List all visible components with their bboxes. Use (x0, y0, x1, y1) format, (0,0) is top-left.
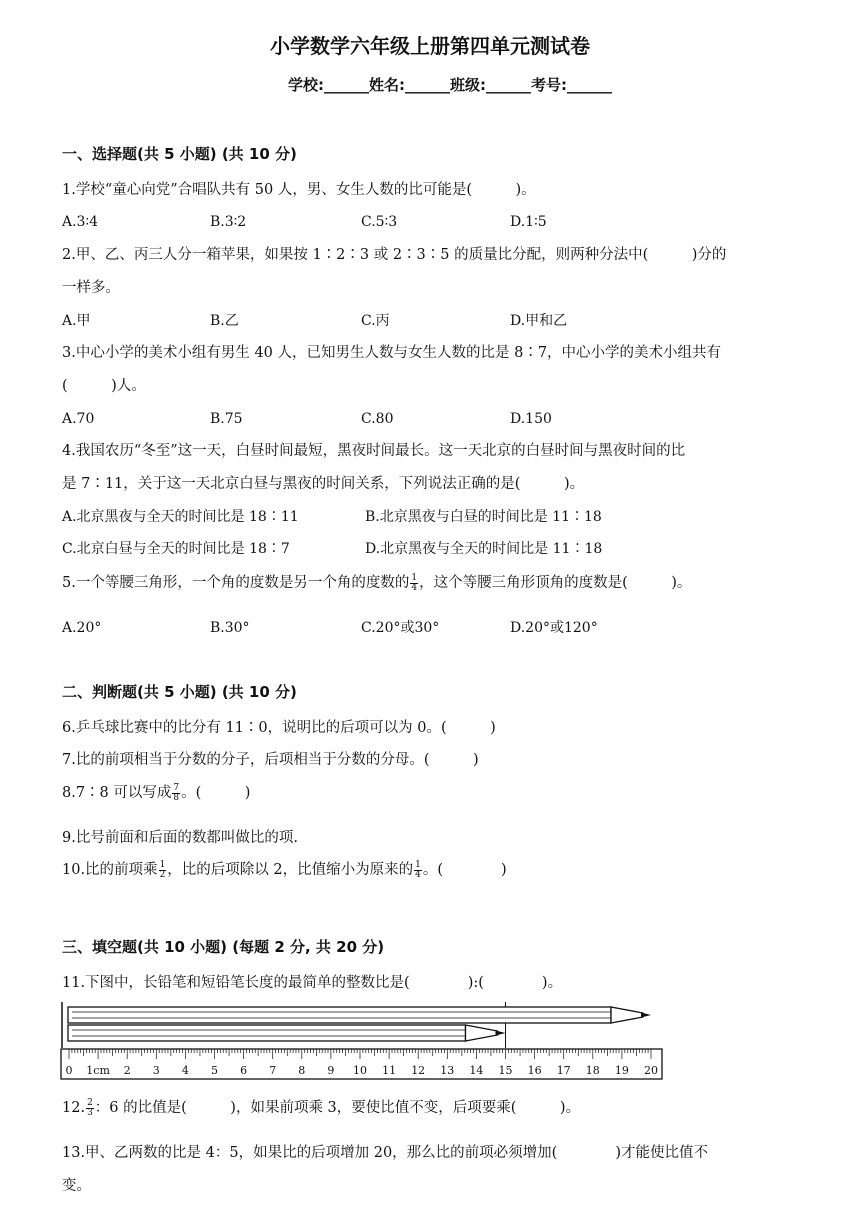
short-pencil-body (68, 1025, 466, 1041)
q12-text: ：6 的比值是( )，如果前项乘 3，要使比值不变，后项要乘( )。 (94, 1100, 581, 1116)
ruler-label: 17 (556, 1064, 571, 1077)
ruler-label: 4 (181, 1064, 189, 1077)
q10-text-a: 10.比的前项乘 (62, 862, 158, 878)
ruler-label: 16 (527, 1064, 542, 1077)
q10-frac1-numerator: 1 (159, 859, 166, 870)
question-10 (62, 860, 507, 880)
student-info-line: 学校:______姓名:______班级:______考号:______ (288, 76, 612, 94)
q5-text-a: 5.一个等腰三角形，一个角的度数是另一个角的度数的 (62, 575, 410, 591)
question-2-line-2: 一样多。 (62, 280, 120, 296)
question-3-line-2: ( )人。 (62, 378, 146, 394)
q3-option-c: C.80 (361, 411, 394, 427)
q1-option-d: D.1∶5 (510, 214, 547, 230)
q5-fraction (410, 574, 418, 593)
ruler-label: 10 (353, 1064, 367, 1077)
ruler-label: 12 (411, 1064, 426, 1077)
q3-option-a: A.70 (62, 411, 95, 427)
long-pencil (68, 1007, 651, 1023)
q10-text-b: ，比的后项除以 2，比值缩小为原来的 (167, 862, 414, 878)
question-6: 6.乒乓球比赛中的比分有 11∶0，说明比的后项可以为 0。( ) (62, 720, 496, 736)
ruler (61, 1049, 662, 1079)
question-5 (62, 573, 691, 593)
ruler-label: 6 (240, 1064, 248, 1077)
q10-frac2-numerator: 1 (415, 859, 421, 870)
question-1: 1.学校“童心向党”合唱队共有 50 人，男、女生人数的比可能是( )。 (62, 182, 536, 198)
q8-frac-denominator: 8 (173, 792, 180, 803)
question-11: 11.下图中，长铅笔和短铅笔长度的最简单的整数比是( ):( )。 (62, 975, 563, 991)
q5-frac-numerator: 1 (411, 572, 418, 583)
q3-option-b: B.75 (210, 411, 243, 427)
ruler-label: 3 (152, 1064, 160, 1077)
q8-text-a: 8.7∶8 可以写成 (62, 785, 172, 801)
ruler-label: 13 (440, 1064, 455, 1077)
q12-frac-denominator: 3 (87, 1107, 93, 1118)
question-13-line-2: 变。 (62, 1178, 91, 1194)
ruler-label: 14 (469, 1064, 484, 1077)
short-pencil-tip (466, 1025, 498, 1041)
q1-option-b: B.3∶2 (210, 214, 247, 230)
q10-fraction-1 (159, 861, 167, 880)
section-judge-heading: 二、判断题(共 5 小题) (共 10 分) (62, 683, 297, 701)
q5-text-b: ，这个等腰三角形顶角的度数是( )。 (419, 575, 692, 591)
q8-frac-numerator: 7 (173, 782, 180, 793)
q1-option-a: A.3∶4 (62, 214, 99, 230)
section-choice-heading: 一、选择题(共 5 小题) (共 10 分) (62, 145, 297, 163)
question-4-line-2: 是 7∶11，关于这一天北京白昼与黑夜的时间关系，下列说法正确的是( )。 (62, 476, 585, 492)
long-pencil-tip (611, 1007, 643, 1023)
ruler-label: 18 (585, 1064, 600, 1077)
question-4-line-1: 4.我国农历“冬至”这一天，白昼时间最短，黑夜时间最长。这一天北京的白昼时间与黑夜时间的比 (62, 443, 686, 459)
q12-frac-numerator: 2 (87, 1097, 93, 1108)
exam-title: 小学数学六年级上册第四单元测试卷 (270, 34, 590, 58)
q2-option-a: A.甲 (62, 313, 91, 329)
ruler-label: 5 (211, 1064, 218, 1077)
q5-option-c: C.20°或30° (361, 620, 440, 636)
q5-option-b: B.30° (210, 620, 250, 636)
q4-option-d: D.北京黑夜与全天的时间比是 11∶18 (365, 541, 603, 557)
q10-text-c: 。( ) (422, 862, 507, 878)
short-pencil (68, 1025, 506, 1041)
q4-option-b: B.北京黑夜与白昼的时间比是 11∶18 (365, 509, 602, 525)
q5-option-a: A.20° (62, 620, 102, 636)
ruler-label: 8 (298, 1064, 306, 1077)
ruler-label: 7 (269, 1064, 277, 1077)
long-pencil-body (68, 1007, 611, 1023)
q10-frac2-denominator: 4 (415, 869, 421, 880)
q4-option-a: A.北京黑夜与全天的时间比是 18∶11 (62, 509, 299, 525)
question-12 (62, 1098, 580, 1118)
ruler-label: 20 (644, 1064, 658, 1077)
question-13-line-1: 13.甲、乙两数的比是 4：5，如果比的后项增加 20，那么比的前项必须增加( )才能使比值不 (62, 1145, 708, 1161)
question-3-line-1: 3.中心小学的美术小组有男生 40 人，已知男生人数与女生人数的比是 8∶7，中心小学的美术小组共有 (62, 345, 722, 361)
question-7: 7.比的前项相当于分数的分子，后项相当于分数的分母。( ) (62, 752, 479, 768)
q2-option-d: D.甲和乙 (510, 313, 568, 329)
ruler-label: 11 (382, 1064, 397, 1077)
ruler-label: 0 (65, 1064, 73, 1077)
q12-prefix: 12. (62, 1100, 86, 1116)
ruler-label: 15 (498, 1064, 513, 1077)
ruler-label: 2 (123, 1064, 131, 1077)
q8-text-b: 。( ) (181, 785, 251, 801)
ruler-label: 9 (327, 1064, 335, 1077)
q3-option-d: D.150 (510, 411, 552, 427)
ruler-label: 1cm (86, 1064, 110, 1077)
question-9: 9.比号前面和后面的数都叫做比的项. (62, 830, 298, 846)
q5-option-d: D.20°或120° (510, 620, 598, 636)
section-fill-heading: 三、填空题(共 10 小题) (每题 2 分, 共 20 分) (62, 938, 385, 956)
q8-fraction (172, 784, 180, 803)
q10-fraction-2 (414, 861, 422, 880)
short-pencil-lead (496, 1031, 506, 1036)
question-2-line-1: 2.甲、乙、丙三人分一箱苹果，如果按 1∶2∶3 或 2∶3∶5 的质量比分配，则两种分法中( )分的 (62, 247, 727, 263)
q1-option-c: C.5∶3 (361, 214, 398, 230)
q12-fraction (86, 1099, 94, 1118)
long-pencil-lead (641, 1013, 651, 1018)
q2-option-c: C.丙 (361, 313, 390, 329)
pencil-ruler-figure (60, 1000, 666, 1082)
q5-frac-denominator: 4 (411, 582, 418, 593)
q2-option-b: B.乙 (210, 313, 239, 329)
question-8 (62, 783, 250, 803)
pencils-group (62, 1002, 651, 1048)
q10-frac1-denominator: 2 (159, 869, 166, 880)
q4-option-c: C.北京白昼与全天的时间比是 18∶7 (62, 541, 290, 557)
ruler-label: 19 (614, 1064, 629, 1077)
